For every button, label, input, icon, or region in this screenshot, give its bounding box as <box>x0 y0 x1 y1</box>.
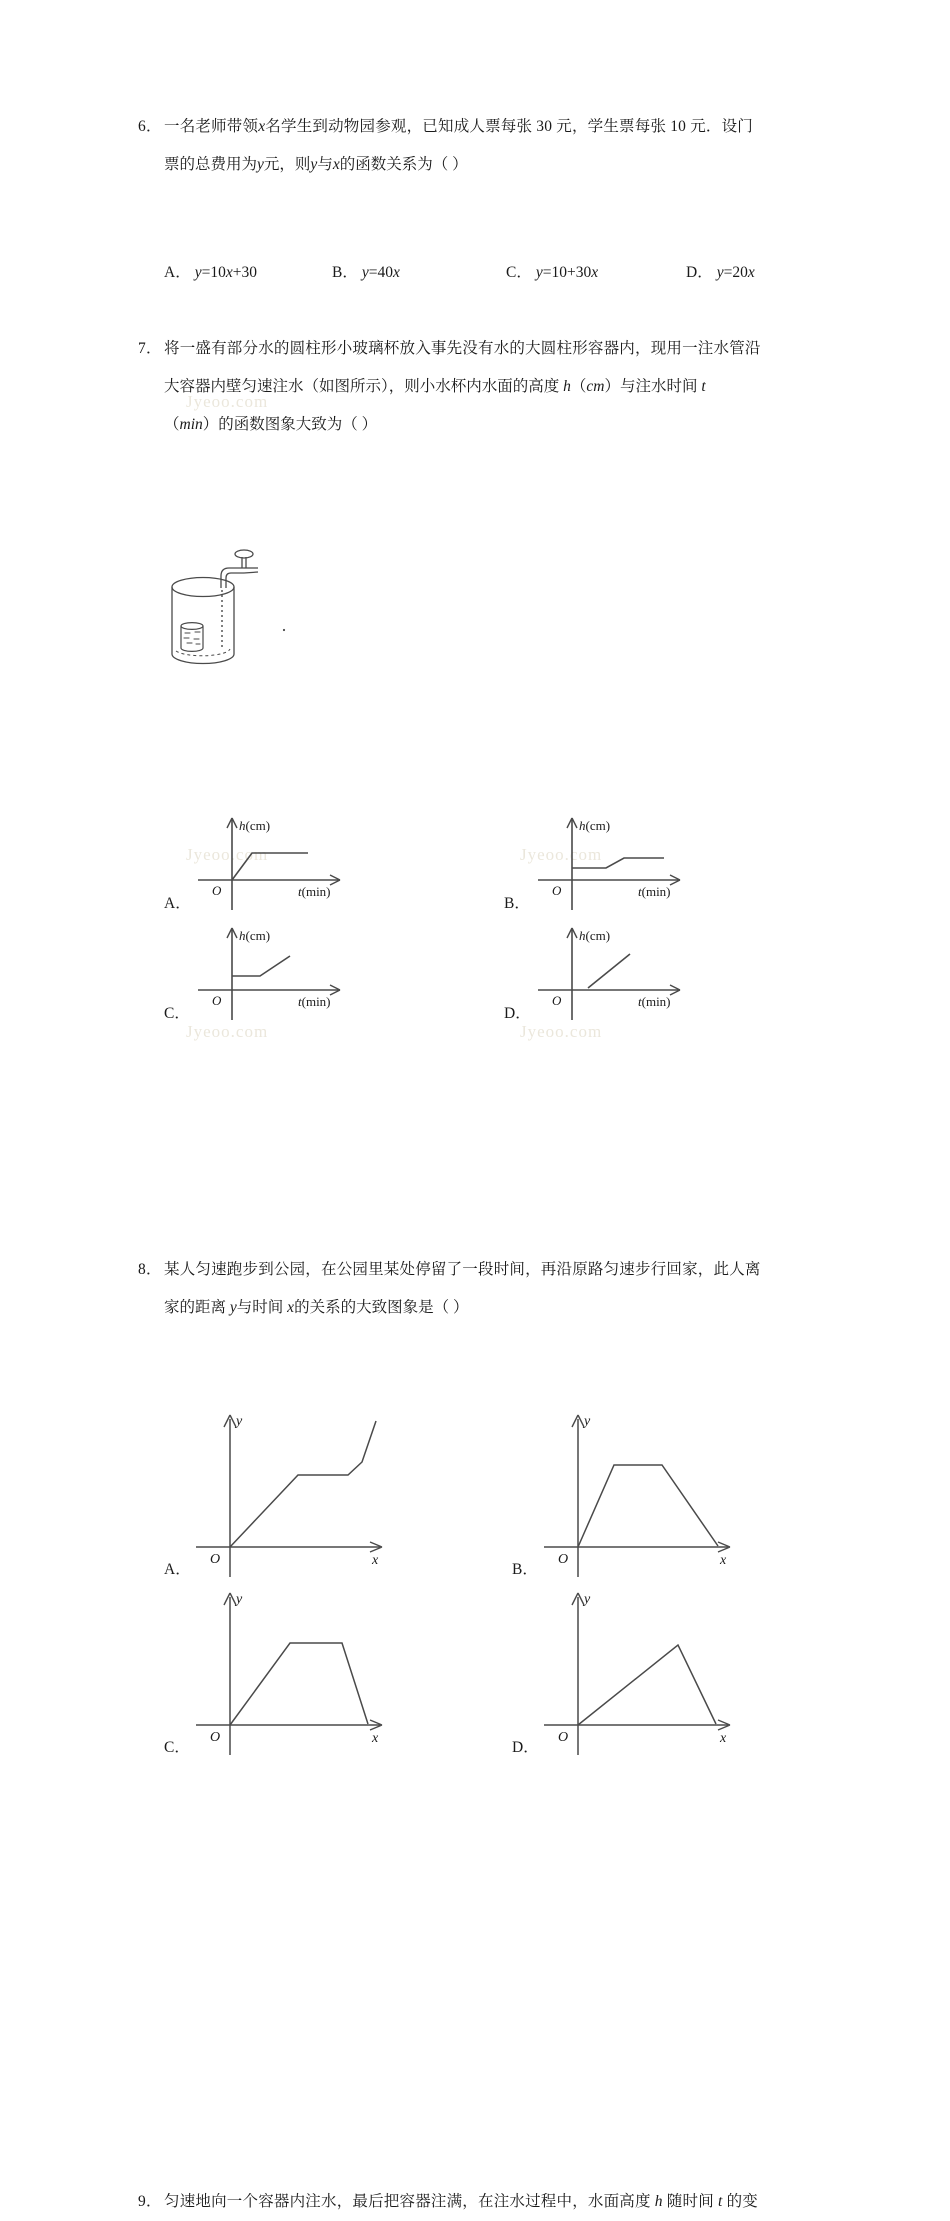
option-8-a-graph <box>190 1407 405 1579</box>
option-8-c-graph <box>190 1585 405 1757</box>
question-9-text-1 <box>164 2183 838 2221</box>
option-8-b-lead: B． <box>512 1560 538 1578</box>
option-7-b-lead: B． <box>504 894 530 912</box>
option-8-d-origin: O <box>558 1730 569 1745</box>
q6-text-e: 与 <box>317 156 333 173</box>
option-7-a-x-label: t(min) <box>298 884 331 899</box>
question-8-graph-options <box>164 1401 950 1757</box>
option-6-c-rest: =10+30 <box>542 264 592 281</box>
option-6-d-rest: =20 <box>723 264 748 281</box>
option-6-c-y: y <box>535 264 543 281</box>
option-6-b-x: x <box>392 264 400 281</box>
q6-text-b: 名学生到动物园参观，已知成人票每张 30 元，学生票每张 10 元．设门 <box>265 118 753 135</box>
option-6-d-y: y <box>716 264 724 281</box>
q6-text-a: 一名老师带领 <box>164 118 259 135</box>
question-7-line-1 <box>138 330 838 368</box>
option-8-c-lead: C． <box>164 1738 190 1756</box>
question-8-line-2 <box>164 1289 838 1327</box>
q8-var-y: y <box>229 1299 237 1316</box>
question-8-text-1: 某人匀速跑步到公园，在公园里某处停留了一段时间，再沿原路匀速步行回家，此人离 <box>164 1261 761 1278</box>
option-6-c[interactable] <box>506 260 686 286</box>
question-7-graph-options <box>164 803 950 1023</box>
question-6-line-2 <box>164 146 838 184</box>
q6-var-y: y <box>257 156 264 173</box>
option-8-c-y-label: y <box>236 1592 243 1607</box>
q7-unit-cm: cm <box>586 378 605 395</box>
option-8-d[interactable] <box>512 1579 852 1757</box>
option-7-a-lead: A． <box>164 894 191 912</box>
q7-text-a: 大容器内壁匀速注水（如图所示），则小水杯内水面的高度 <box>164 378 564 395</box>
q7-text-c: ）与注水时间 <box>604 378 702 395</box>
option-8-d-x-label: x <box>720 1731 727 1746</box>
watermark: Jyeoo.com <box>186 392 269 411</box>
q7-text-b: （ <box>570 378 587 395</box>
option-7-b-graph <box>530 808 720 913</box>
q7-var-h: h <box>563 378 571 395</box>
q8-var-x: x <box>287 1299 295 1316</box>
question-7-text-1: 将一盛有部分水的圆柱形小玻璃杯放入事先没有水的大圆柱形容器内，现用一注水管沿 <box>164 340 761 357</box>
option-7-d-lead: D． <box>504 1004 531 1022</box>
option-6-a-y: y <box>194 264 202 281</box>
option-6-b-y: y <box>361 264 369 281</box>
option-7-b-y-label: h(cm) <box>579 818 611 833</box>
question-9-number: 9． <box>138 2193 162 2210</box>
option-7-d-origin: O <box>552 993 562 1008</box>
cylinder-with-faucet-illustration <box>158 546 950 673</box>
q8-text-b: 与时间 <box>236 1299 288 1316</box>
option-8-d-graph <box>538 1585 753 1757</box>
question-6-line-1 <box>138 108 838 146</box>
option-8-a-lead: A． <box>164 1560 191 1578</box>
q9-text-a: 匀速地向一个容器内注水，最后把容器注满，在注水过程中，水面高度 <box>164 2193 655 2210</box>
q7-var-t: t <box>701 378 706 395</box>
option-7-d-graph <box>530 918 720 1023</box>
option-6-b-lead: B． <box>332 264 358 281</box>
option-8-a[interactable] <box>164 1401 504 1579</box>
option-8-a-x-label: x <box>372 1553 379 1568</box>
option-7-c-lead: C． <box>164 1004 190 1022</box>
question-7-line-3 <box>164 406 838 444</box>
question-9-line-1 <box>138 2183 838 2221</box>
q8-text-a: 家的距离 <box>164 1299 230 1316</box>
option-7-d[interactable] <box>504 913 834 1023</box>
option-7-a[interactable] <box>164 803 494 913</box>
option-8-b-graph <box>538 1407 753 1579</box>
option-7-d-y-label: h(cm) <box>579 928 611 943</box>
option-7-c-x-label: t(min) <box>298 994 331 1009</box>
q6-var-y2: y <box>310 156 318 173</box>
option-8-c-origin: O <box>210 1730 221 1745</box>
option-7-a-y-label: h(cm) <box>239 818 271 833</box>
watermark: Jyeoo.com <box>186 1022 269 1041</box>
question-7-line-2 <box>164 368 838 406</box>
option-6-b-rest: =40 <box>368 264 393 281</box>
option-7-a-graph <box>190 808 380 913</box>
option-7-c-y-label: h(cm) <box>239 928 271 943</box>
option-6-c-x: x <box>591 264 599 281</box>
q6-text-c: 票的总费用为 <box>164 156 258 173</box>
q7-unit-min: min <box>179 416 203 433</box>
option-6-a-rest: =10 <box>201 264 226 281</box>
question-7-number: 7． <box>138 340 162 357</box>
q9-var-t: t <box>718 2193 723 2210</box>
question-9 <box>138 2183 838 2221</box>
option-7-d-x-label: t(min) <box>638 994 671 1009</box>
watermark: Jyeoo.com <box>520 1022 603 1041</box>
option-8-b[interactable] <box>512 1401 852 1579</box>
option-7-c[interactable] <box>164 913 494 1023</box>
option-6-a-x: x <box>225 264 233 281</box>
option-7-b[interactable] <box>504 803 834 913</box>
q6-var-x2: x <box>332 156 340 173</box>
option-8-d-y-label: y <box>584 1592 591 1607</box>
option-7-c-graph <box>190 918 380 1023</box>
question-8-line-1 <box>138 1251 838 1289</box>
option-6-a[interactable] <box>164 260 332 286</box>
option-8-b-x-label: x <box>720 1553 727 1568</box>
question-7 <box>138 330 838 444</box>
question-6-text-1 <box>164 108 838 146</box>
q7-text-e: ）的函数图象大致为（ ） <box>202 416 378 433</box>
option-7-b-origin: O <box>552 883 562 898</box>
option-7-c-origin: O <box>212 993 222 1008</box>
q6-text-d: 元，则 <box>263 156 311 173</box>
option-8-a-y-label: y <box>236 1414 243 1429</box>
option-8-b-origin: O <box>558 1552 569 1567</box>
watermark: Jyeoo.com <box>186 845 269 864</box>
option-6-b[interactable] <box>332 260 506 286</box>
option-8-d-lead: D． <box>512 1738 539 1756</box>
question-8 <box>138 1251 838 1327</box>
q7-text-d: （ <box>164 416 180 433</box>
option-6-c-lead: C． <box>506 264 532 281</box>
option-6-d-lead: D． <box>686 264 713 281</box>
option-6-a-lead: A． <box>164 264 191 281</box>
q8-text-c: 的关系的大致图象是（ ） <box>294 1299 469 1316</box>
q9-text-c: 的变 <box>722 2193 758 2210</box>
option-8-b-y-label: y <box>584 1414 591 1429</box>
q6-var-x: x <box>258 118 266 135</box>
option-6-d[interactable] <box>686 260 755 286</box>
question-6-number: 6． <box>138 118 162 135</box>
question-6-options <box>164 260 854 286</box>
option-7-b-x-label: t(min) <box>638 884 671 899</box>
question-6 <box>138 108 838 184</box>
option-8-c[interactable] <box>164 1579 504 1757</box>
q9-text-b: 随时间 <box>662 2193 718 2210</box>
q9-var-h: h <box>654 2193 663 2210</box>
option-7-a-origin: O <box>212 883 222 898</box>
option-8-a-origin: O <box>210 1552 221 1567</box>
question-8-number: 8． <box>138 1261 162 1278</box>
option-6-d-x: x <box>747 264 755 281</box>
option-8-c-x-label: x <box>372 1731 379 1746</box>
q6-text-f: 的函数关系为（ ） <box>339 156 468 173</box>
watermark: Jyeoo.com <box>520 845 603 864</box>
option-6-a-tail: +30 <box>232 264 257 281</box>
